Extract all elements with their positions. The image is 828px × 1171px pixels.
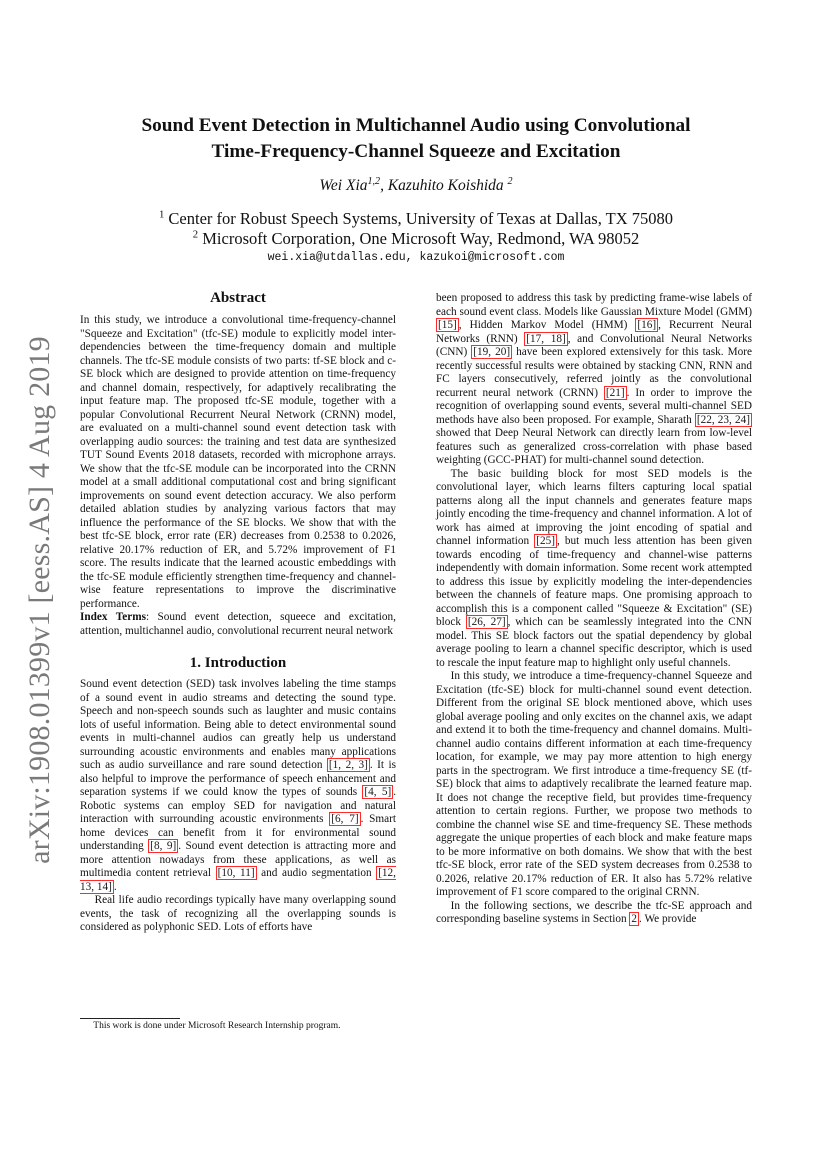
citation-link[interactable]: [15] — [438, 319, 457, 331]
body-text: The basic building block for most SED models is the convolutional layer, which learns filters capturing local spatial patterns along all the input channels and generates feature maps jointly encoding the time-frequency and channel information. A lot of work has aimed at improving the joint encoding of spatial and channel information — [436, 467, 752, 547]
citation-link[interactable]: [1, 2, 3] — [328, 759, 368, 771]
intro-text: . Robotic systems can employ SED for navigation and natural interaction with surrounding acoustic environments — [80, 786, 396, 825]
author-1-affil: 1,2 — [367, 175, 381, 187]
index-terms-text: : Sound event detection, squeece and excitation, attention, multichannel audio, convolutional recurrent neural network — [80, 611, 396, 637]
body-text: In the following sections, we describe the tfc-SE approach and corresponding baseline systems in Section — [436, 899, 752, 925]
citation-link[interactable]: [19, 20] — [473, 346, 511, 358]
author-emails: wei.xia@utdallas.edu, kazukoi@microsoft.com — [267, 251, 565, 264]
title-line-1: Sound Event Detection in Multichannel Audio using Convolutional — [141, 115, 691, 136]
right-paragraph-3: In this study, we introduce a time-frequency-channel Squeeze and Excitation (tfc-SE) block for multi-channel sound event detection. Different from the original SE block mentioned above, which uses global average pooling and only excites on the channel axis, we adapt and extend it to both the time-frequency and channel domains. Multi-channel audio contains different information at each time-frequency location, for example, we may pay more attention to high energy parts in the spectrogram. We first introduce a time-frequency SE (tf-SE) block that aims to adaptively recalibrate the learned feature map. It does not change the receptive field, but provides time-frequency attention to certain regions. Further, we propose two methods to combine the channel wise SE and time-frequency SE. These methods aggregate the unique properties of each block and make feature maps to be more informative on both domains. We show that with the best tfc-SE block, error rate of the SED system decreases from 0.2538 to 0.2026, relative 20.17% reduction of ER. It also has 5.72% relative improvement of F1 score compared to the original CRNN. — [436, 670, 752, 898]
affiliation-1-text: Center for Robust Speech Systems, University of Texas at Dallas, TX 75080 — [168, 209, 674, 228]
footnote: This work is done under Microsoft Research Internship program. — [93, 1021, 341, 1031]
citation-link[interactable]: [10, 11] — [217, 867, 255, 879]
intro-text: Sound event detection (SED) task involves labeling the time stamps of a sound event in audio streams and detecting the sound type. Speech and non-speech sounds such as laughter and music contains lots of useful information. Being able to detect environmental sound events in multi-channel audios can greatly help us understand surrounding acoustic environments and enables many applications such as audio surveillance and rare sound detection — [80, 678, 396, 771]
body-text: , Recurrent Neural Networks (RNN) — [436, 319, 752, 345]
author-1: Wei Xia — [319, 177, 368, 194]
citation-link[interactable]: [17, 18] — [526, 332, 566, 345]
citation-link[interactable]: [22, 23, 24] — [696, 413, 750, 426]
index-terms-label: Index Terms — [80, 611, 146, 623]
footnote-divider — [80, 1018, 180, 1019]
body-text: . We provide — [639, 913, 697, 925]
arxiv-identifier — [18, 330, 62, 870]
paper-title — [80, 113, 752, 165]
left-column — [80, 289, 396, 935]
affiliation-2-marker: 2 — [192, 228, 199, 241]
body-text: , which can be seamlessly integrated into the CNN model. This SE block factors out the spatial dependency by global average pooling to learn a channel specific descriptor, which is used to rescale the input feature map to highlight only useful channels. — [436, 616, 752, 669]
right-paragraph-4 — [436, 900, 752, 927]
intro-text: . It is also helpful to improve the performance of speech enhancement and separation systems if we could know the types of sounds — [80, 759, 396, 798]
author-2: Kazuhito Koishida — [387, 177, 504, 194]
right-column — [436, 292, 752, 927]
body-text: , and Convolutional Neural Networks (CNN) — [436, 332, 752, 358]
affiliation-1 — [80, 209, 752, 229]
intro-text: . — [113, 880, 117, 893]
citation-link[interactable]: [16] — [637, 319, 657, 331]
body-text: have been explored extensively for this task. More recently successful results were obtained by stacking CNN, RNN and FC layers consecutively, referred jointly as the convolutional recurrent neural network (CRNN) — [436, 346, 752, 399]
body-text: been proposed to address this task by predicting frame-wise labels of each sound event class. Models like Gaussian Mixture Model (GMM) — [436, 292, 752, 318]
affiliation-1-marker: 1 — [158, 208, 165, 221]
index-terms — [80, 611, 396, 638]
intro-text: . Smart home devices can benefit from it for environmental sound understanding — [80, 813, 397, 852]
abstract-heading: Abstract — [210, 290, 266, 306]
affiliation-2-text: Microsoft Corporation, One Microsoft Way, Redmond, WA 98052 — [202, 229, 640, 248]
body-text: showed that Deep Neural Network can directly learn from low-level features such as generalized cross-correlation with phase based weighting (GCC-PHAT) for multi-channel sound detection. — [436, 427, 752, 466]
author-2-affil: 2 — [507, 175, 513, 187]
citation-link[interactable]: [4, 5] — [364, 786, 392, 798]
citation-link[interactable]: [8, 9] — [150, 840, 177, 852]
citation-link[interactable]: [25] — [536, 535, 555, 547]
citation-link[interactable]: [21] — [605, 386, 625, 399]
arxiv-identifier-text: arXiv:1908.01399v1 [eess.AS] 4 Aug 2019 — [23, 336, 57, 864]
intro-text: . Sound event detection is attracting more and more attention nowadays from these applications, as well as multimedia content retrieval — [80, 840, 396, 879]
author-separator: , — [380, 177, 388, 194]
abstract-text: In this study, we introduce a convolutional time-frequency-channel "Squeeze and Excitation" (tfc-SE) module to explicitly model inter-dependencies between the time-frequency domain and multiple channels. The tfc-SE module consists of two parts: tf-SE block and c-SE block which are designed to provide attention on time-frequency and channel domain, respectively, for adaptively recalibrating the input feature map. The proposed tfc-SE module, together with a popular Convolutional Recurrent Neural Network (CRNN) model, are evaluated on a multi-channel sound event detection task with overlapping audio sources: the training and test data are synthesized TUT Sound Events 2018 datasets, recorded with microphone arrays. We show that the tfc-SE module can be incorporated into the CRNN model at a small additional computational cost and bring significant improvements on sound event detection accuracy. We also perform detailed ablation studies by analyzing various factors that may influence the performance of the SE blocks. We show that with the best tfc-SE block, error rate (ER) decreases from 0.2538 to 0.2026, relative 20.17% reduction of ER, and 5.72% improvement of F1 score. The results indicate that the learned acoustic embeddings with the tfc-SE module efficiently strengthen time-frequency and channel-wise feature representations to improve the discriminative performance. — [80, 314, 396, 610]
affiliation-2 — [80, 229, 752, 249]
right-paragraph-1 — [436, 292, 752, 468]
citation-link[interactable]: [26, 27] — [467, 616, 506, 628]
body-text: . In order to improve the recognition of overlapping sound events, several multi-channel SED methods have also been proposed. For example, Sharath — [436, 386, 752, 426]
introduction-heading: 1. Introduction — [189, 655, 287, 671]
title-line-2: Time-Frequency-Channel Squeeze and Excitation — [211, 141, 621, 162]
authors — [80, 177, 752, 195]
intro-text: and audio segmentation — [256, 867, 377, 879]
citation-link[interactable]: [6, 7] — [331, 813, 359, 825]
intro-paragraph-1 — [80, 678, 396, 894]
section-link[interactable]: 2 — [631, 913, 638, 925]
citation-link[interactable]: [12, 13, 14] — [80, 867, 396, 893]
affiliations — [80, 209, 752, 249]
right-paragraph-2 — [436, 468, 752, 671]
body-text: , Hidden Markov Model (HMM) — [458, 319, 636, 331]
body-text: , but much less attention has been given towards encoding of time-frequency and channel-wise patterns independently with domain information. Some recent work attempted to address this issue by explicitly modeling the inter-dependencies between the channels of feature maps. One promising approach to accomplish this is a component called "Squeeze & Excitation" (SE) block — [436, 535, 752, 628]
intro-paragraph-2: Real life audio recordings typically have many overlapping sound events, the task of recognizing all the overlapping sounds is considered as polyphonic SED. Lots of efforts have — [80, 894, 396, 933]
